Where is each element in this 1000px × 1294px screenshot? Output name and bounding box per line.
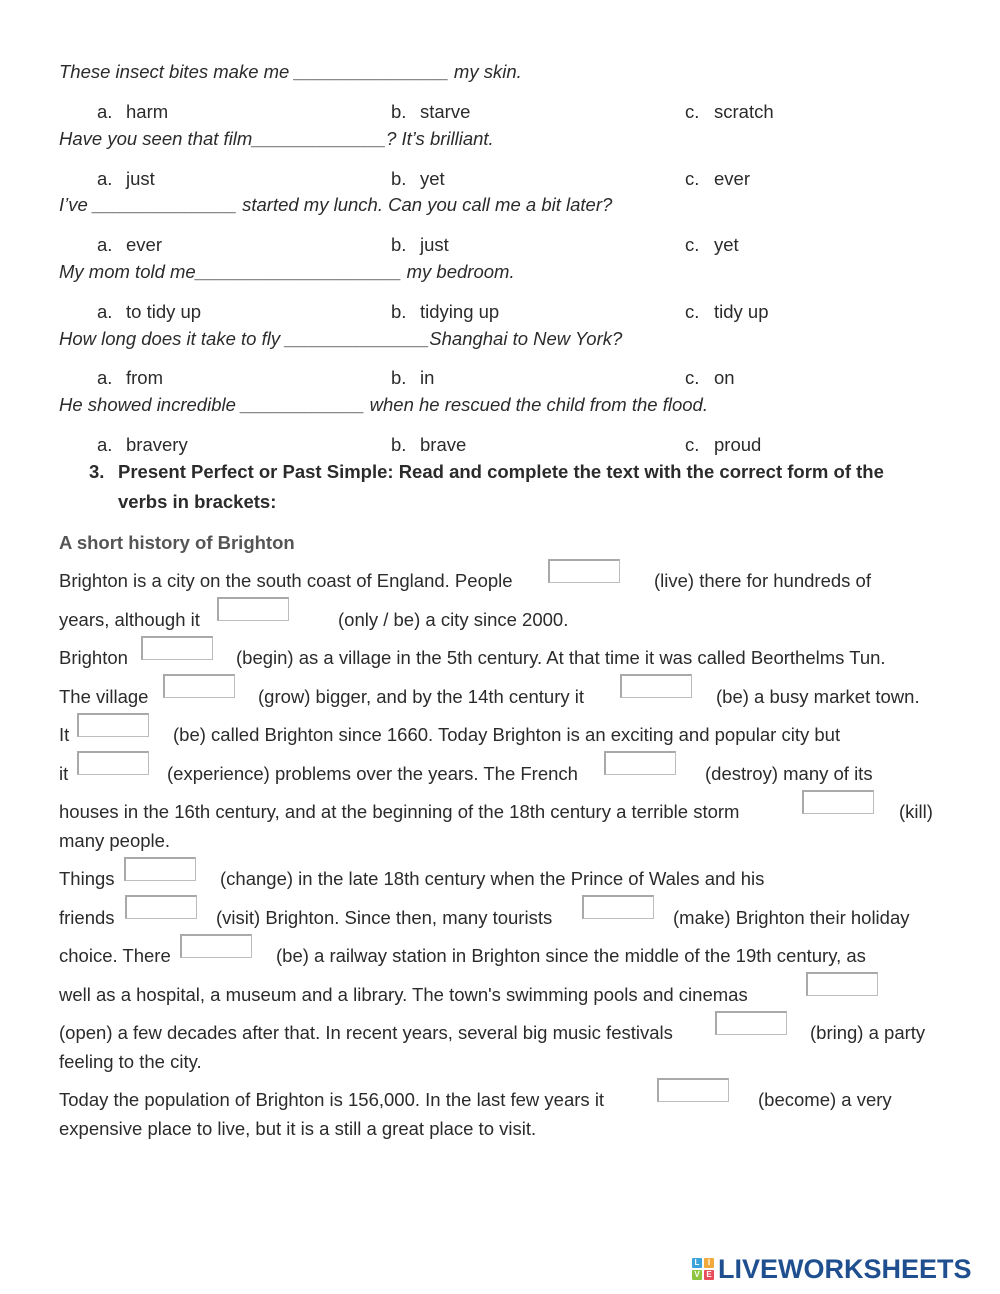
question-text: My mom told me____________________ my bedroom.	[59, 261, 515, 282]
answer-box-3[interactable]	[141, 636, 213, 660]
option-c[interactable]: c. proud	[685, 434, 762, 455]
text-fragment: The village	[59, 686, 149, 707]
option-c[interactable]: c. yet	[685, 234, 739, 255]
answer-box-11[interactable]	[125, 895, 197, 919]
option-a[interactable]: a. from	[97, 367, 163, 388]
text-fragment: (only / be) a city since 2000.	[338, 609, 569, 630]
question-text: I’ve ______________ started my lunch. Can you call me a bit later?	[59, 194, 613, 215]
option-b[interactable]: b. starve	[391, 101, 471, 122]
option-b[interactable]: b. tidying up	[391, 301, 500, 322]
text-fragment: (kill)	[899, 801, 933, 822]
text-fragment: (be) called Brighton since 1660. Today Brighton is an exciting and popular city but	[173, 724, 841, 745]
question-text: He showed incredible ____________ when he rescued the child from the flood.	[59, 394, 708, 415]
text-fragment: feeling to the city.	[59, 1051, 202, 1072]
answer-box-5[interactable]	[620, 674, 692, 698]
option-b[interactable]: b. yet	[391, 168, 445, 189]
option-a[interactable]: a. harm	[97, 101, 169, 122]
text-fragment: (make) Brighton their holiday	[673, 907, 910, 928]
text-fragment: (bring) a party	[810, 1022, 926, 1043]
text-fragment: (live) there for hundreds of	[654, 570, 871, 591]
section-subtitle: A short history of Brighton	[59, 532, 295, 553]
answer-box-6[interactable]	[77, 713, 149, 737]
option-a[interactable]: a. to tidy up	[97, 301, 202, 322]
answer-box-15[interactable]	[715, 1011, 787, 1035]
text-fragment: friends	[59, 907, 115, 928]
text-fragment: expensive place to live, but it is a still a great place to visit.	[59, 1118, 537, 1139]
option-c[interactable]: c. ever	[685, 168, 750, 189]
option-b[interactable]: b. brave	[391, 434, 467, 455]
option-a[interactable]: a. ever	[97, 234, 162, 255]
answer-box-10[interactable]	[124, 857, 196, 881]
text-fragment: (begin) as a village in the 5th century. At that time it was called Beorthelms Tun.	[236, 647, 886, 668]
text-fragment: (experience) problems over the years. The French	[167, 763, 578, 784]
answer-box-9[interactable]	[802, 790, 874, 814]
text-fragment: choice. There	[59, 945, 171, 966]
text-fragment: (open) a few decades after that. In recent years, several big music festivals	[59, 1022, 673, 1043]
answer-box-1[interactable]	[548, 559, 620, 583]
text-fragment: Brighton	[59, 647, 128, 668]
text-fragment: (be) a railway station in Brighton since the middle of the 19th century, as	[276, 945, 866, 966]
section-title-line2: verbs in brackets:	[118, 491, 277, 512]
answer-box-12[interactable]	[582, 895, 654, 919]
text-fragment: (become) a very	[758, 1089, 892, 1110]
option-c[interactable]: c. tidy up	[685, 301, 769, 322]
logo-icon: L I V E	[692, 1258, 714, 1280]
option-a[interactable]: a. bravery	[97, 434, 188, 455]
text-fragment: It	[59, 724, 70, 745]
text-fragment: (visit) Brighton. Since then, many tourists	[216, 907, 553, 928]
answer-box-13[interactable]	[180, 934, 252, 958]
text-fragment: houses in the 16th century, and at the beginning of the 18th century a terrible storm	[59, 801, 740, 822]
answer-box-2[interactable]	[217, 597, 289, 621]
text-fragment: it	[59, 763, 69, 784]
answer-box-14[interactable]	[806, 972, 878, 996]
question-text: How long does it take to fly ______________Shanghai to New York?	[59, 328, 623, 349]
option-b[interactable]: b. just	[391, 234, 449, 255]
text-fragment: (be) a busy market town.	[716, 686, 920, 707]
section-number: 3.	[89, 461, 105, 482]
liveworksheets-logo	[692, 1254, 972, 1284]
text-fragment: well as a hospital, a museum and a library. The town's swimming pools and cinemas	[59, 984, 748, 1005]
text-fragment: (change) in the late 18th century when the Prince of Wales and his	[220, 868, 765, 889]
text-fragment: years, although it	[59, 609, 200, 630]
question-text: These insect bites make me _______________ my skin.	[59, 61, 522, 82]
option-a[interactable]: a. just	[97, 168, 155, 189]
answer-box-16[interactable]	[657, 1078, 729, 1102]
answer-box-4[interactable]	[163, 674, 235, 698]
answer-box-7[interactable]	[77, 751, 149, 775]
answer-box-8[interactable]	[604, 751, 676, 775]
text-fragment: many people.	[59, 830, 171, 851]
question-text: Have you seen that film_____________? It’s brilliant.	[59, 128, 494, 149]
option-c[interactable]: c. scratch	[685, 101, 774, 122]
section-title-line1: Present Perfect or Past Simple: Read and complete the text with the correct form of the	[118, 461, 884, 482]
text-fragment: Brighton is a city on the south coast of England. People	[59, 570, 513, 591]
text-fragment: (destroy) many of its	[705, 763, 873, 784]
text-fragment: Things	[59, 868, 115, 889]
text-fragment: (grow) bigger, and by the 14th century it	[258, 686, 584, 707]
logo-text: LIVEWORKSHEETS	[718, 1253, 972, 1284]
text-fragment: Today the population of Brighton is 156,000. In the last few years it	[59, 1089, 605, 1110]
option-c[interactable]: c. on	[685, 367, 735, 388]
option-b[interactable]: b. in	[391, 367, 435, 388]
